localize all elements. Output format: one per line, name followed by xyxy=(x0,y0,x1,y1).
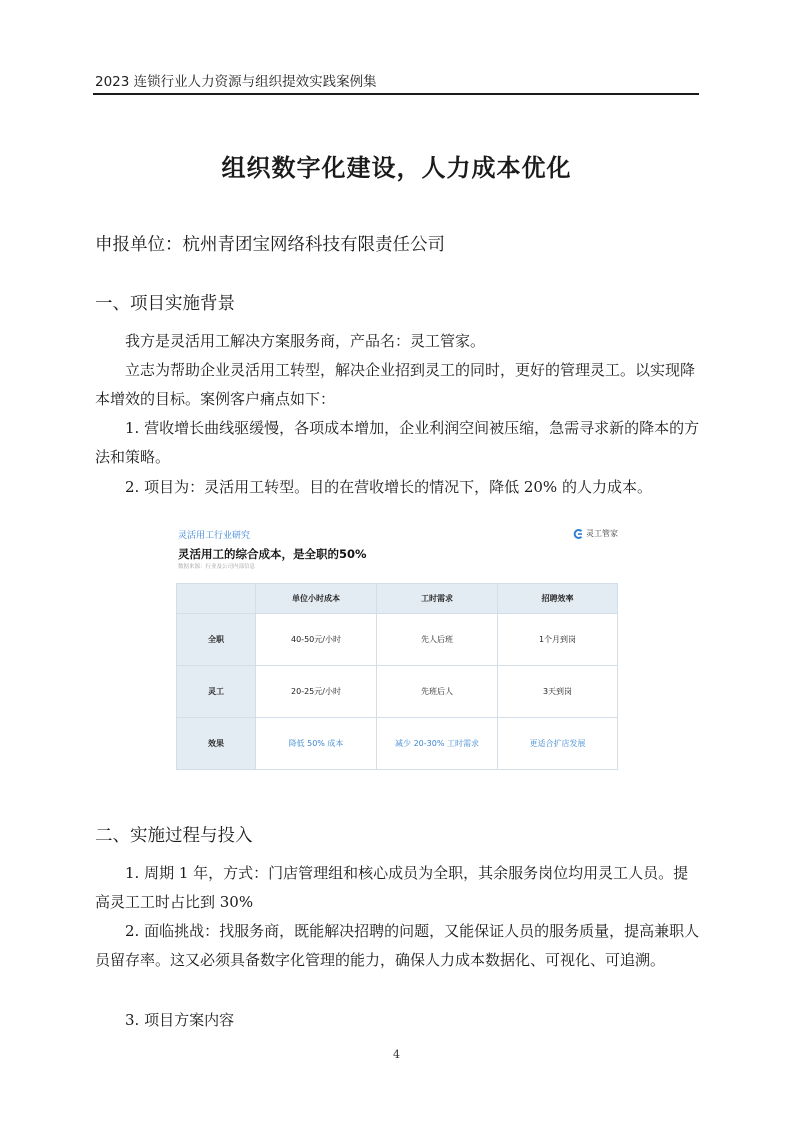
row-label: 全职 xyxy=(177,614,256,666)
table-cell-highlight: 降低 50% 成本 xyxy=(256,718,377,770)
table-row xyxy=(177,666,618,718)
paragraph: 立志为帮助企业灵活用工转型，解决企业招到灵工的同时，更好的管理灵工。以实现降本增效的目标。案例客户痛点如下： xyxy=(95,361,696,408)
paragraph: 2. 项目为：灵活用工转型。目的在营收增长的情况下，降低 20% 的人力成本。 xyxy=(125,478,652,496)
table-header-cell: 招聘效率 xyxy=(498,584,618,614)
table-cell-highlight: 更适合扩店发展 xyxy=(498,718,618,770)
table-cell-highlight: 减少 20-30% 工时需求 xyxy=(377,718,498,770)
applicant-line: 申报单位：杭州青团宝网络科技有限责任公司 xyxy=(95,235,445,255)
table-cell: 先班后人 xyxy=(377,666,498,718)
paragraph: 我方是灵活用工解决方案服务商，产品名：灵工管家。 xyxy=(125,332,486,350)
cost-comparison-figure xyxy=(173,520,619,772)
page-number: 4 xyxy=(393,1048,400,1061)
table-header-row xyxy=(177,584,618,614)
row-label: 灵工 xyxy=(177,666,256,718)
row-label: 效果 xyxy=(177,718,256,770)
table-cell: 40-50元/小时 xyxy=(256,614,377,666)
logo-icon xyxy=(573,529,583,539)
figure-title: 灵活用工的综合成本，是全职的50% xyxy=(178,547,367,561)
table-header-cell xyxy=(177,584,256,614)
table-row xyxy=(177,614,618,666)
running-header: 2023 连锁行业人力资源与组织提效实践案例集 xyxy=(95,74,377,90)
header-divider xyxy=(93,93,699,95)
page-title: 组织数字化建设，人力成本优化 xyxy=(221,154,572,182)
section-heading-process: 二、实施过程与投入 xyxy=(95,826,253,846)
table-header-cell: 工时需求 xyxy=(377,584,498,614)
table-header-cell: 单位小时成本 xyxy=(256,584,377,614)
figure-subtitle: 灵活用工行业研究 xyxy=(178,531,251,541)
table-cell: 1个月到岗 xyxy=(498,614,618,666)
paragraph: 3. 项目方案内容 xyxy=(125,1011,235,1029)
paragraph: 2. 面临挑战：找服务商，既能解决招聘的问题，又能保证人员的服务质量，提高兼职人员留存率。这又必须具备数字化管理的能力，确保人力成本数据化、可视化、可追溯。 xyxy=(95,922,700,969)
section-heading-background: 一、项目实施背景 xyxy=(95,294,235,314)
brand-logo xyxy=(573,528,618,539)
table-row xyxy=(177,718,618,770)
comparison-table xyxy=(176,583,618,770)
table-cell: 先人后班 xyxy=(377,614,498,666)
table-cell: 3天到岗 xyxy=(498,666,618,718)
table-cell: 20-25元/小时 xyxy=(256,666,377,718)
figure-source: 数据来源：行业及公司内部信息 xyxy=(178,564,256,570)
paragraph: 1. 周期 1 年，方式：门店管理组和核心成员为全职，其余服务岗位均用灵工人员。提高灵工工时占比到 30% xyxy=(95,864,689,911)
logo-text: 灵工管家 xyxy=(586,529,618,538)
paragraph: 1. 营收增长曲线驱缓慢，各项成本增加，企业利润空间被压缩，急需寻求新的降本的方法和策略。 xyxy=(95,419,700,466)
